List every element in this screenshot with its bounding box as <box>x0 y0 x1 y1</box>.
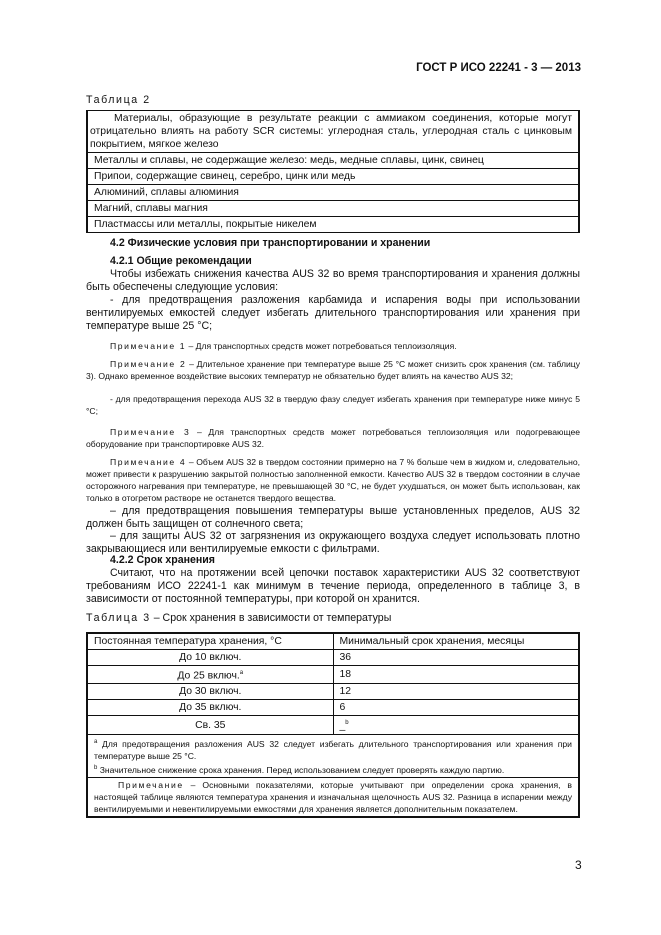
cell: Св. 35 <box>87 716 333 734</box>
note-text: – Для транспортных средств может потребоваться теплоизоляция. <box>186 341 457 351</box>
note-label: Примечание 3 <box>110 427 191 437</box>
table3-row <box>87 666 579 684</box>
cell: До 10 включ. <box>179 652 242 663</box>
footnote-mark: b <box>345 720 349 727</box>
note-1 <box>86 340 580 352</box>
page-number: 3 <box>575 858 582 872</box>
section-4-2-1-heading: 4.2.1 Общие рекомендации <box>110 255 252 267</box>
cell: 18 <box>333 666 579 684</box>
table3 <box>86 632 580 818</box>
caption-text: – Срок хранения в зависимости от температуры <box>150 612 392 624</box>
table2-row: Алюминий, сплавы алюминия <box>87 185 579 201</box>
table2-row: Магний, сплавы магния <box>87 201 579 217</box>
table3-header: Минимальный срок хранения, месяцы <box>333 633 579 650</box>
table2-caption: Таблица 2 <box>86 94 151 106</box>
note-label: Примечание 4 <box>110 457 187 467</box>
note-text: – Основными показателями, которые учитывают при определении срока хранения, в настоящей таблице являются температура хранения и изначальная щелочность AUS 32. Разница в испарении между вентилируемыми и невентилируемыми емкостями для хранения является дополнительным показателем. <box>94 779 572 814</box>
note-label: Примечание 2 <box>110 359 187 369</box>
table3-row <box>87 716 579 734</box>
footnote-b <box>94 762 572 776</box>
bullet-item: – для защиты AUS 32 от загрязнения из окружающего воздуха следует использовать плотно закрывающиеся или вентилируемые емкости с фильтрами. <box>86 530 580 555</box>
paragraph: Считают, что на протяжении всей цепочки поставок характеристики AUS 32 соответствуют требованиям ИСО 22241-1 как минимум в течение периода, определенного в таблице 3, в зависимости от постоянной температуры, при которой он хранится. <box>86 567 580 605</box>
note-3 <box>86 426 580 450</box>
note-text: – Объем AUS 32 в твердом состоянии примерно на 7 % больше чем в жидком и, следовательно, может привести к разрушению закрытой полностью заполненной емкости. Качество AUS 32 в твердом состоянии в случае осторожного нагревания при температуре, не превышающей 30 °С, не будет ухудшаться, он может быть использован, как только в отогретом растворе не останется твердого вещества. <box>86 457 580 503</box>
cell: 36 <box>333 650 579 666</box>
table3-header: Постоянная температура хранения, °С <box>87 633 333 650</box>
footnote-mark: a <box>94 738 98 745</box>
cell: 12 <box>333 684 579 700</box>
note-4 <box>86 456 580 504</box>
note-text: – Для транспортных средств может потребоваться теплоизоляция или подогревающее оборудование при транспортировке AUS 32. <box>86 427 580 449</box>
bullet-item: - для предотвращения разложения карбамида и испарения воды при использовании вентилируемых емкостей следует избегать длительного транспортирования или хранения при температуре выше 25 °С; <box>86 294 580 332</box>
section-4-2-heading: 4.2 Физические условия при транспортировании и хранении <box>110 237 431 249</box>
note-label: Примечание <box>118 779 184 790</box>
cell: До 25 включ. <box>177 670 240 682</box>
bullet-item: - для предотвращения перехода AUS 32 в твердую фазу следует избегать хранения при температуре ниже минус 5 °С; <box>86 394 580 416</box>
note-2 <box>86 358 580 382</box>
table2-row: Металлы и сплавы, не содержащие железо: медь, медные сплавы, цинк, свинец <box>87 153 579 169</box>
paragraph: Чтобы избежать снижения качества AUS 32 во время транспортирования и хранения должны быть обеспечены следующие условия: <box>86 268 580 293</box>
table3-note <box>87 777 579 817</box>
bullet-item: – для предотвращения повышения температуры выше установленных пределов, AUS 32 должен быть защищен от солнечного света; <box>86 505 580 530</box>
table2-row: Пластмассы или металлы, покрытые никелем <box>87 217 579 233</box>
footnote-mark: a <box>239 670 244 676</box>
footnote-a <box>94 736 572 762</box>
footnote-mark: b <box>94 764 98 771</box>
cell: 6 <box>333 700 579 716</box>
table3-row <box>87 700 579 716</box>
note-text: – Длительное хранение при температуре выше 25 °С может снизить срок хранения (см. таблицу 3). Однако временное воздействие высоких температур не обязательно будет влиять на качество AUS 32; <box>86 359 580 381</box>
table3-caption <box>86 612 580 625</box>
table3-row <box>87 650 579 666</box>
footnote-text: Для предотвращения разложения AUS 32 следует избегать длительного транспортирования или хранения при температуре выше 25 °С. <box>94 738 572 761</box>
table3-footnotes <box>87 734 579 777</box>
note-label: Примечание 1 <box>110 341 187 351</box>
footnote-text: Значительное снижение срока хранения. Перед использованием следует проверять каждую партию. <box>97 764 505 775</box>
cell: До 35 включ. <box>87 700 333 716</box>
table2-row: Припои, содержащие свинец, серебро, цинк или медь <box>87 169 579 185</box>
table3-row <box>87 684 579 700</box>
cell: До 30 включ. <box>87 684 333 700</box>
document-header: ГОСТ Р ИСО 22241 - 3 — 2013 <box>416 62 581 74</box>
section-4-2-2-heading: 4.2.2 Срок хранения <box>110 554 215 566</box>
table2 <box>86 110 580 233</box>
cell: _ <box>339 720 346 732</box>
caption-label: Таблица 3 <box>86 612 151 624</box>
table2-row: Материалы, образующие в результате реакции с аммиаком соединения, которые могут отрицательно влиять на работу SCR системы: углеродная сталь, углеродная сталь с цинковым покрытием, мягкое железо <box>87 111 579 153</box>
